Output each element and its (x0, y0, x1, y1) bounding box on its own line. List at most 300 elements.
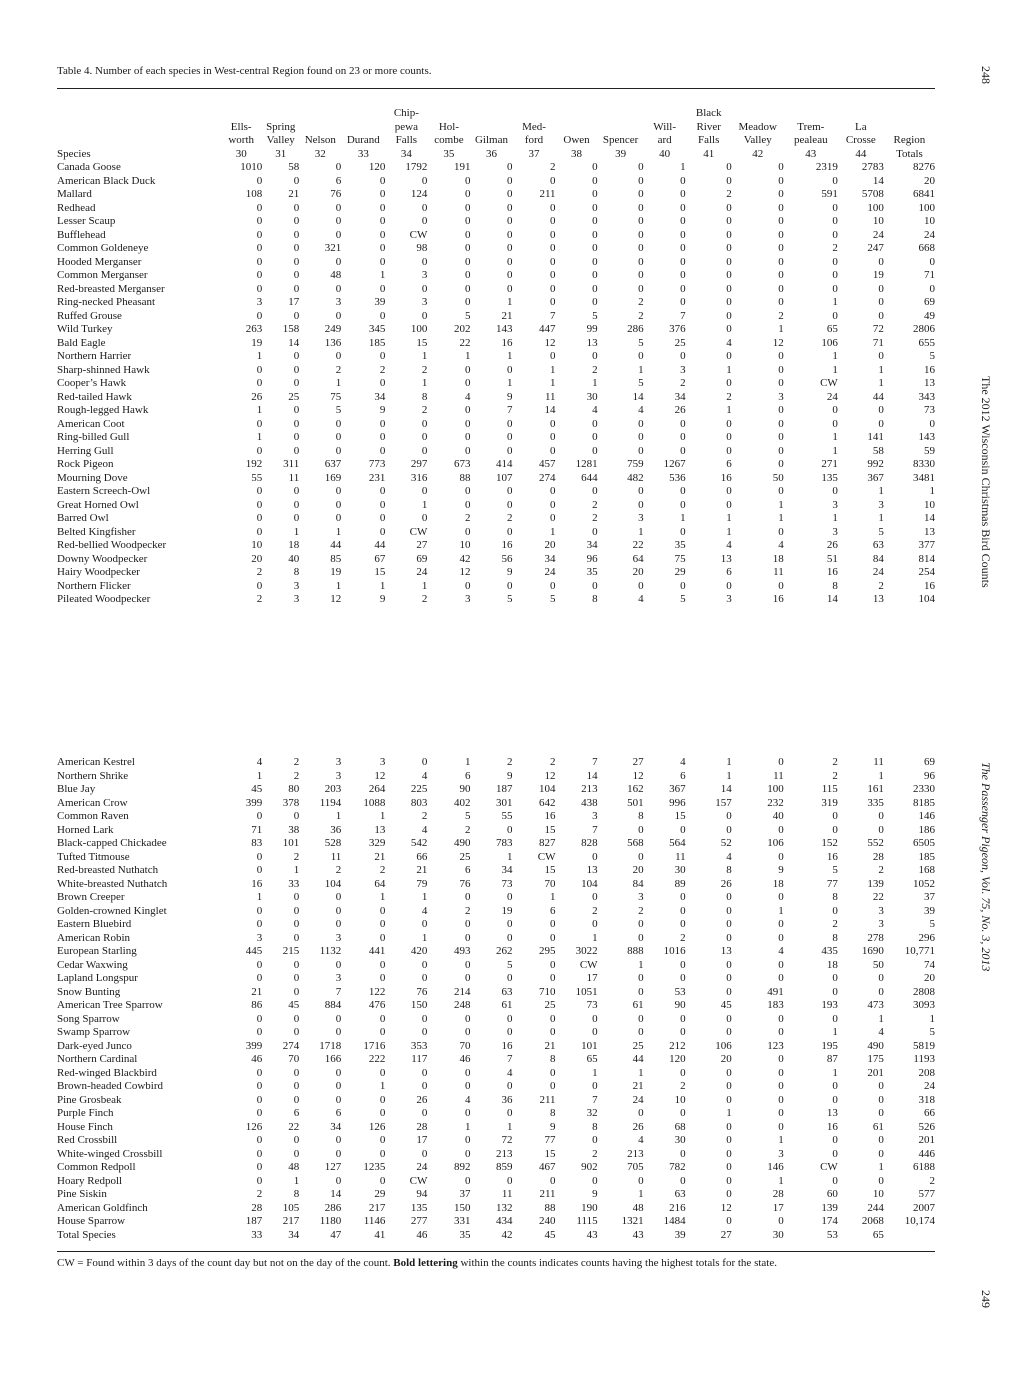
table-row (57, 1121, 935, 1135)
count-cell: 0 (293, 972, 300, 984)
table-row (57, 1134, 935, 1148)
count-cell: 0 (726, 228, 732, 241)
species-name: Red Crossbill (57, 1134, 118, 1146)
count-cell: 637 (324, 458, 342, 470)
count-cell: 3 (832, 498, 838, 511)
count-cell: 2 (680, 1080, 686, 1092)
count-cell: 0 (379, 228, 386, 241)
count-cell: 0 (726, 1161, 732, 1173)
column-header (644, 107, 686, 161)
count-cell: 1 (379, 891, 386, 903)
region-total-cell: 69 (924, 296, 935, 308)
count-cell: 0 (464, 1107, 471, 1119)
count-cell: 0 (464, 188, 471, 200)
count-cell: 2 (464, 904, 471, 917)
region-total-cell: 16 (924, 363, 935, 376)
count-cell: 11 (675, 850, 686, 863)
count-cell: 2 (335, 864, 342, 876)
count-cell: 7 (506, 1053, 513, 1065)
count-cell: 2 (832, 242, 838, 254)
species-name: Sharp-shinned Hawk (57, 363, 150, 376)
count-cell: 7 (550, 309, 556, 322)
count-cell: 0 (592, 242, 598, 254)
count-cell: 0 (832, 1093, 838, 1106)
count-cell: 2 (464, 823, 471, 836)
count-cell: 244 (867, 1201, 884, 1214)
count-cell: 122 (368, 985, 386, 998)
count-cell: 16 (720, 471, 732, 484)
count-cell: 773 (368, 458, 386, 470)
running-head-title: The 2012 Wisconsin Christmas Bird Counts (979, 376, 993, 588)
species-name: Total Species (57, 1228, 116, 1241)
count-cell: 0 (638, 579, 644, 592)
species-name: Red-breasted Nuthatch (57, 864, 159, 876)
count-cell: 0 (726, 972, 732, 984)
count-cell: 5708 (861, 188, 884, 200)
count-cell: 0 (464, 215, 471, 227)
count-cell: 1088 (363, 796, 386, 809)
count-cell: 0 (421, 512, 428, 524)
column-header-line: Trem- (797, 120, 825, 133)
count-cell: 329 (368, 837, 386, 849)
count-cell: 435 (821, 945, 838, 957)
column-header-line: Falls (697, 134, 720, 146)
count-cell: 1 (726, 769, 732, 782)
table-row (57, 296, 935, 310)
count-cell: 65 (826, 323, 838, 335)
count-cell: 1010 (240, 161, 263, 173)
column-header-line: Falls (395, 134, 418, 146)
count-cell: 44 (330, 539, 342, 551)
count-cell: 3 (638, 512, 644, 524)
count-cell: 4 (638, 1134, 644, 1146)
species-name: Herring Gull (57, 444, 114, 457)
column-header-line: 32 (314, 147, 326, 160)
count-cell: 0 (878, 1134, 884, 1146)
count-cell: 11 (501, 1188, 513, 1200)
count-cell: 1 (778, 323, 784, 335)
count-cell: 0 (680, 1026, 686, 1038)
count-cell: 1 (464, 1120, 471, 1133)
species-name: Rough-legged Hawk (57, 404, 149, 416)
region-total-cell: 16 (924, 579, 935, 592)
count-cell: 0 (638, 242, 644, 254)
table-header-row (57, 107, 935, 161)
count-cell: 25 (459, 850, 471, 863)
count-cell: 48 (632, 1201, 644, 1214)
count-cell: 24 (632, 1093, 644, 1106)
table-row (57, 999, 935, 1013)
count-cell: 24 (416, 566, 428, 578)
count-cell: 0 (726, 918, 732, 930)
count-cell: 9 (550, 1120, 556, 1133)
count-cell: 0 (421, 255, 428, 268)
species-name: American Kestrel (57, 756, 135, 768)
species-name: Mallard (57, 188, 92, 200)
count-cell: 26 (826, 539, 838, 551)
species-name: European Starling (57, 945, 137, 957)
count-cell: 12 (772, 336, 784, 349)
count-cell: CW (409, 1174, 428, 1187)
column-header-line: 40 (659, 147, 671, 160)
count-cell: 0 (726, 296, 732, 308)
column-header-line: 33 (357, 147, 369, 160)
count-cell: 0 (506, 282, 513, 295)
column-header-line: Black (695, 107, 722, 119)
count-cell: 445 (245, 945, 263, 957)
count-cell: 66 (416, 850, 428, 863)
count-cell: 0 (335, 201, 342, 214)
count-cell: 4 (726, 539, 732, 551)
count-cell: 2 (832, 756, 838, 768)
count-cell: 0 (878, 810, 884, 822)
count-cell: 0 (293, 904, 300, 917)
count-cell: 34 (330, 1120, 342, 1133)
count-cell: 16 (501, 336, 513, 349)
count-cell: 399 (245, 1039, 263, 1052)
count-cell: 13 (720, 552, 732, 565)
count-cell: 0 (256, 1080, 263, 1092)
count-cell: 0 (464, 242, 471, 254)
count-cell: 0 (335, 1147, 342, 1160)
count-cell: 1 (680, 512, 686, 524)
count-cell: 0 (726, 1066, 732, 1079)
count-cell: 24 (826, 390, 838, 403)
count-cell: 0 (638, 850, 644, 863)
count-cell: 0 (592, 188, 598, 200)
count-cell: 42 (459, 552, 471, 565)
count-cell: 0 (256, 1147, 263, 1160)
region-total-cell: 0 (929, 255, 935, 268)
count-cell: 127 (324, 1161, 342, 1173)
count-cell: 1 (256, 891, 263, 903)
count-cell: 0 (832, 228, 838, 241)
count-cell: 0 (464, 296, 471, 308)
count-cell: 5 (335, 404, 342, 416)
count-cell: 0 (506, 498, 513, 511)
count-cell: 71 (872, 336, 884, 349)
column-header-line: Nelson (304, 134, 336, 146)
count-cell: 1792 (405, 161, 428, 173)
count-cell: 139 (867, 877, 884, 890)
count-cell: 0 (379, 498, 386, 511)
column-header-line: 41 (703, 147, 715, 160)
count-cell: 0 (256, 377, 263, 389)
count-cell: 1 (335, 579, 342, 592)
count-cell: 3 (293, 579, 300, 592)
count-cell: 0 (293, 444, 300, 457)
count-cell: 90 (459, 783, 471, 795)
count-cell: 0 (256, 417, 263, 430)
count-cell: 6 (726, 458, 732, 470)
count-cell: 0 (256, 958, 263, 971)
count-cell: 2 (878, 864, 884, 876)
count-cell: 1 (335, 525, 342, 538)
count-cell: 0 (778, 1066, 784, 1079)
region-total-cell: 0 (929, 417, 935, 430)
count-cell: 28 (251, 1201, 263, 1214)
count-cell: 9 (379, 593, 386, 605)
count-cell: 0 (726, 904, 732, 917)
count-cell: 0 (778, 215, 784, 227)
count-cell: 0 (878, 255, 884, 268)
count-cell: 17 (288, 296, 300, 308)
count-cell: 4 (778, 539, 784, 551)
count-cell: 193 (821, 999, 838, 1011)
count-cell: 1 (379, 269, 386, 281)
count-cell: 0 (726, 891, 732, 903)
count-cell: 12 (720, 1201, 732, 1214)
count-cell: 5 (638, 377, 644, 389)
count-cell: 25 (632, 1039, 644, 1052)
species-name: Cooper’s Hawk (57, 377, 127, 389)
count-cell: 0 (293, 1080, 300, 1092)
count-cell: 0 (506, 161, 513, 173)
count-cell: 1 (256, 769, 263, 782)
running-head-journal: The Passenger Pigeon, Vol. 75, No. 3, 2013 (979, 762, 993, 972)
count-cell: 146 (767, 1161, 784, 1173)
count-cell: 1 (638, 1066, 644, 1079)
count-cell: 3 (335, 931, 342, 944)
count-cell: 41 (374, 1228, 386, 1241)
count-cell: 0 (464, 525, 471, 538)
footnote-suffix: within the counts indicates counts having the highest totals for the state. (457, 1257, 777, 1269)
count-cell: 0 (379, 485, 386, 497)
species-name: Downy Woodpecker (57, 552, 148, 565)
count-cell: 2 (506, 756, 513, 768)
count-cell: 2 (550, 756, 556, 768)
column-header (732, 107, 784, 161)
count-cell: 0 (832, 269, 838, 281)
region-total-cell: 49 (924, 309, 935, 322)
count-cell: 76 (416, 985, 428, 998)
count-cell: 0 (638, 918, 644, 930)
count-cell: 0 (550, 512, 556, 524)
count-cell: 0 (335, 161, 342, 173)
count-cell: 0 (832, 985, 838, 998)
count-cell: 0 (421, 958, 428, 971)
count-cell: 0 (256, 444, 263, 457)
count-cell: 378 (282, 796, 300, 809)
species-name: Redhead (57, 201, 96, 214)
count-cell: 65 (872, 1228, 884, 1241)
count-cell: 18 (288, 539, 300, 551)
region-total-cell (884, 1229, 935, 1243)
count-cell: 232 (767, 796, 784, 809)
species-name: American Robin (57, 931, 131, 944)
count-cell: 493 (453, 945, 471, 957)
species-name: Ruffed Grouse (57, 309, 122, 322)
count-cell: 1 (592, 931, 598, 944)
count-cell: 0 (506, 431, 513, 443)
region-total-cell: 39 (924, 904, 935, 917)
count-cell: 1 (506, 1120, 513, 1133)
count-cell: 1 (832, 444, 838, 457)
count-cell: 1321 (621, 1215, 644, 1227)
count-cell: 14 (826, 593, 838, 605)
count-cell: 0 (778, 228, 784, 241)
count-cell: 0 (778, 918, 784, 930)
count-cell: 1 (550, 891, 556, 903)
count-cell: 0 (778, 485, 784, 497)
count-cell: 0 (335, 1012, 342, 1025)
count-cell: 25 (674, 336, 686, 349)
table-row (57, 1202, 935, 1216)
count-cell: 0 (680, 255, 686, 268)
count-cell: 0 (638, 972, 644, 984)
table-row (57, 269, 935, 283)
count-cell: 1 (592, 1066, 598, 1079)
column-header-line: Valley (743, 134, 772, 146)
region-total-cell: 71 (924, 269, 935, 281)
count-cell: 0 (293, 958, 300, 971)
count-cell: 56 (501, 552, 513, 565)
count-cell: 0 (638, 444, 644, 457)
count-cell: 0 (379, 174, 386, 187)
count-cell: 0 (550, 255, 556, 268)
count-cell: 3 (878, 918, 884, 930)
count-cell: 33 (251, 1228, 263, 1241)
count-cell: 43 (586, 1228, 598, 1241)
table-row (57, 553, 935, 567)
count-cell: 45 (544, 1228, 556, 1241)
count-cell: 84 (872, 552, 884, 565)
count-cell: 4 (256, 756, 263, 768)
count-cell: 70 (288, 1053, 300, 1065)
table-row (57, 512, 935, 526)
count-cell: 1 (680, 161, 686, 173)
count-cell: 1 (832, 363, 838, 376)
count-cell: 16 (501, 1039, 513, 1052)
count-cell: 19 (501, 904, 513, 917)
table-row (57, 283, 935, 297)
count-cell: CW (820, 377, 838, 389)
count-cell: 1 (778, 498, 784, 511)
count-cell: 10 (674, 1093, 686, 1106)
count-cell: 0 (293, 810, 300, 822)
count-cell: 16 (826, 1120, 838, 1133)
count-cell: 158 (282, 323, 300, 335)
count-cell: 0 (506, 931, 513, 944)
table-row (57, 364, 935, 378)
count-cell: 0 (293, 377, 300, 389)
count-cell: 1484 (663, 1215, 686, 1227)
count-cell: 0 (256, 282, 263, 295)
count-cell: 0 (256, 228, 263, 241)
count-cell: 0 (335, 918, 342, 930)
count-cell: 8 (832, 931, 838, 944)
count-cell: 7 (592, 1093, 598, 1106)
count-cell: 0 (256, 1107, 263, 1119)
count-cell: 1 (878, 1012, 884, 1025)
count-cell: 705 (627, 1161, 644, 1173)
count-cell: 0 (421, 201, 428, 214)
count-cell: 0 (726, 1120, 732, 1133)
count-cell: 161 (867, 783, 884, 795)
footnote-prefix: CW = Found within 3 days of the count day but not on the day of the count. (57, 1257, 394, 1269)
count-cell: 1 (256, 350, 263, 362)
count-cell: 1146 (363, 1215, 386, 1227)
count-cell: 1 (421, 498, 428, 511)
count-cell: 39 (674, 1228, 686, 1241)
table-row (57, 566, 935, 580)
count-cell: 2 (421, 363, 428, 376)
count-cell: 34 (674, 390, 686, 403)
count-cell: 0 (550, 918, 556, 930)
column-header-line: Owen (563, 134, 590, 146)
count-cell: 1 (878, 1161, 884, 1173)
footnote (57, 1257, 777, 1269)
table-row (57, 1175, 935, 1189)
count-cell: 0 (638, 215, 644, 227)
count-cell: 20 (251, 552, 263, 565)
species-name: House Finch (57, 1120, 113, 1133)
count-cell: 0 (592, 1026, 598, 1038)
region-total-cell: 186 (918, 823, 935, 836)
species-name: Rock Pigeon (57, 458, 114, 470)
count-cell: 46 (251, 1053, 263, 1065)
species-name: White-winged Crossbill (57, 1147, 163, 1160)
species-name: Red-bellied Woodpecker (57, 539, 167, 551)
count-cell: 0 (778, 255, 784, 268)
count-cell: 0 (778, 972, 784, 984)
count-cell: 13 (374, 823, 386, 836)
count-cell: 0 (778, 891, 784, 903)
count-cell: 19 (330, 566, 342, 578)
count-cell: CW (409, 525, 428, 538)
count-cell: 0 (506, 823, 513, 836)
count-cell: 8 (592, 1120, 598, 1133)
count-cell: 434 (495, 1215, 513, 1227)
count-cell: 16 (826, 850, 838, 863)
count-cell: 0 (256, 242, 263, 254)
count-cell: 591 (821, 188, 838, 200)
count-cell: 6 (335, 174, 342, 187)
count-cell: 2783 (861, 161, 884, 173)
count-cell: 1180 (319, 1215, 342, 1227)
count-cell: 0 (256, 1026, 263, 1038)
count-cell: 14 (632, 390, 644, 403)
count-cell: 2319 (815, 161, 838, 173)
column-header-line: Chip- (393, 107, 419, 119)
count-cell: 0 (832, 1012, 838, 1025)
species-name: American Goldfinch (57, 1201, 148, 1214)
count-cell: 192 (245, 458, 263, 470)
count-cell: 0 (379, 1107, 386, 1119)
count-cell: 0 (638, 188, 644, 200)
count-cell: 4 (421, 769, 428, 782)
count-cell: 0 (778, 201, 784, 214)
table-row (57, 161, 935, 175)
count-cell: 0 (550, 958, 556, 971)
count-cell: 0 (550, 269, 556, 281)
count-cell: 0 (726, 309, 732, 322)
count-cell: 0 (726, 1188, 732, 1200)
count-cell: 46 (416, 1228, 428, 1241)
count-cell: CW (537, 850, 556, 863)
count-cell: 211 (539, 1188, 556, 1200)
count-cell: 0 (464, 1066, 471, 1079)
count-cell: 0 (778, 525, 784, 538)
count-cell: 2 (592, 512, 598, 524)
column-header (556, 107, 598, 161)
count-cell: 0 (421, 444, 428, 457)
column-header (220, 107, 262, 161)
table-row (57, 445, 935, 459)
count-cell: 169 (324, 471, 342, 484)
region-total-cell: 3093 (913, 999, 935, 1011)
count-cell: 2 (832, 769, 838, 782)
